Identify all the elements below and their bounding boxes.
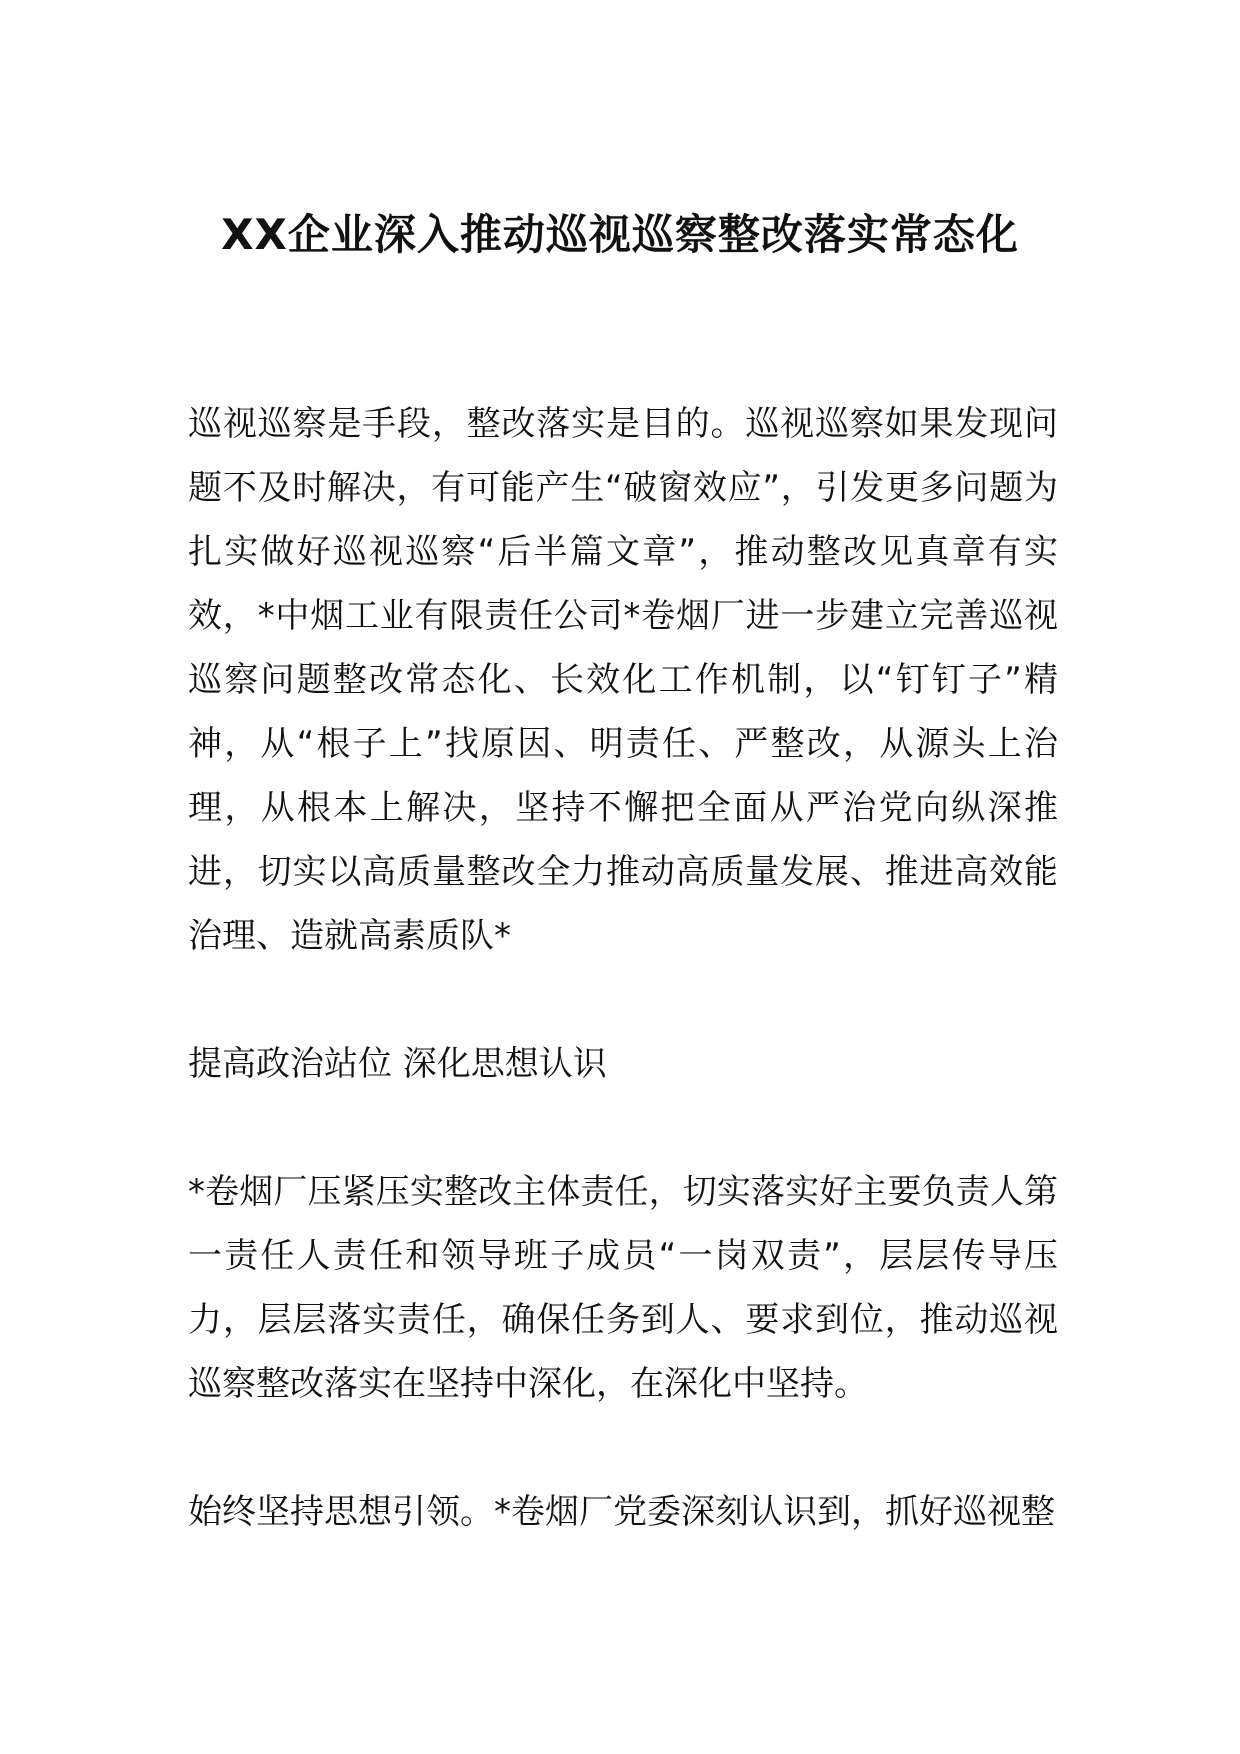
paragraph-intro: 巡视巡察是手段，整改落实是目的。巡视巡察如果发现问题不及时解决，有可能产生“破窗效应”，引发更多问题为扎实做好巡视巡察“后半篇文章”，推动整改见真章有实效，*中烟工业有限责任公司*卷烟厂进一步建立完善巡视巡察问题整改常态化、长效化工作机制，以“钉钉子”精神，从“根子上”找原因、明责任、严整改，从源头上治理，从根本上解决，坚持不懈把全面从严治党向纵深推进，切实以高质量整改全力推动高质量发展、推进高效能治理、造就高素质队* xyxy=(188,404,1058,956)
paragraph-thought-guidance: 始终坚持思想引领。*卷烟厂党委深刻认识到，抓好巡视整 xyxy=(188,1492,1055,1532)
document-body xyxy=(188,392,1058,1544)
section-heading: 提高政治站位 深化思想认识 xyxy=(188,1044,607,1084)
paragraph-responsibility: *卷烟厂压紧压实整改主体责任，切实落实好主要负责人第一责任人责任和领导班子成员“一岗双责”，层层传导压力，层层落实责任，确保任务到人、要求到位，推动巡视巡察整改落实在坚持中深化，在深化中坚持。 xyxy=(188,1172,1058,1404)
document-title: XX企业深入推动巡视巡察整改落实常态化 xyxy=(221,210,1019,259)
